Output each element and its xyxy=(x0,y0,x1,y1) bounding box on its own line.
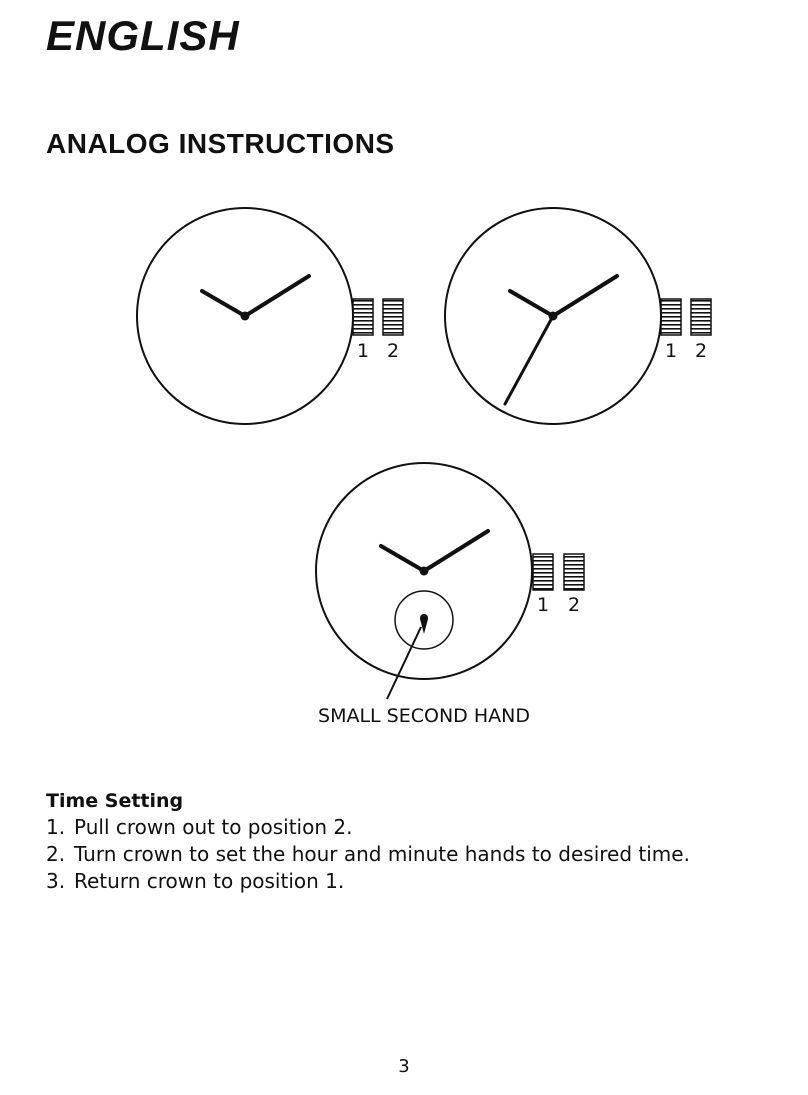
crown-position-2 xyxy=(564,554,584,590)
time-setting-section xyxy=(46,788,786,895)
hand-pivot xyxy=(241,312,250,321)
hour-hand xyxy=(510,291,553,316)
crown-label-1: 1 xyxy=(536,594,550,616)
crown-label-1: 1 xyxy=(356,340,370,362)
step-item xyxy=(46,814,786,841)
hour-hand xyxy=(202,291,245,316)
callout-leader-line xyxy=(387,627,421,699)
crown-position-2 xyxy=(383,299,403,335)
hand-pivot xyxy=(420,567,429,576)
watch-diagram-2 xyxy=(445,208,711,424)
step-number: 2. xyxy=(46,842,66,866)
time-setting-heading: Time Setting xyxy=(46,790,184,812)
step-number: 3. xyxy=(46,869,66,893)
step-item xyxy=(46,841,786,868)
step-text: Return crown to position 1. xyxy=(74,869,345,893)
watch-diagram-3 xyxy=(316,463,584,727)
minute-hand xyxy=(245,276,309,316)
minute-hand xyxy=(553,276,617,316)
crown-label-1: 1 xyxy=(664,340,678,362)
page-number: 3 xyxy=(398,1056,410,1077)
minute-hand xyxy=(424,531,488,571)
step-text: Turn crown to set the hour and minute hands to desired time. xyxy=(74,842,690,866)
crown-label-2: 2 xyxy=(567,594,581,616)
step-number: 1. xyxy=(46,815,66,839)
crown-label-2: 2 xyxy=(694,340,708,362)
section-title: ANALOG INSTRUCTIONS xyxy=(46,128,395,159)
subdial-pivot xyxy=(420,614,428,622)
hour-hand xyxy=(381,546,424,571)
small-second-hand-label: SMALL SECOND HAND xyxy=(318,705,530,727)
time-setting-steps xyxy=(46,814,786,895)
crown-position-1 xyxy=(661,299,681,335)
watch-diagram-1 xyxy=(137,208,403,424)
language-title: ENGLISH xyxy=(46,12,240,59)
crown-position-1 xyxy=(353,299,373,335)
step-text: Pull crown out to position 2. xyxy=(74,815,353,839)
crown-position-2 xyxy=(691,299,711,335)
step-item xyxy=(46,868,786,895)
second-hand xyxy=(505,316,553,404)
crown-label-2: 2 xyxy=(386,340,400,362)
crown-position-1 xyxy=(533,554,553,590)
hand-pivot xyxy=(549,312,558,321)
